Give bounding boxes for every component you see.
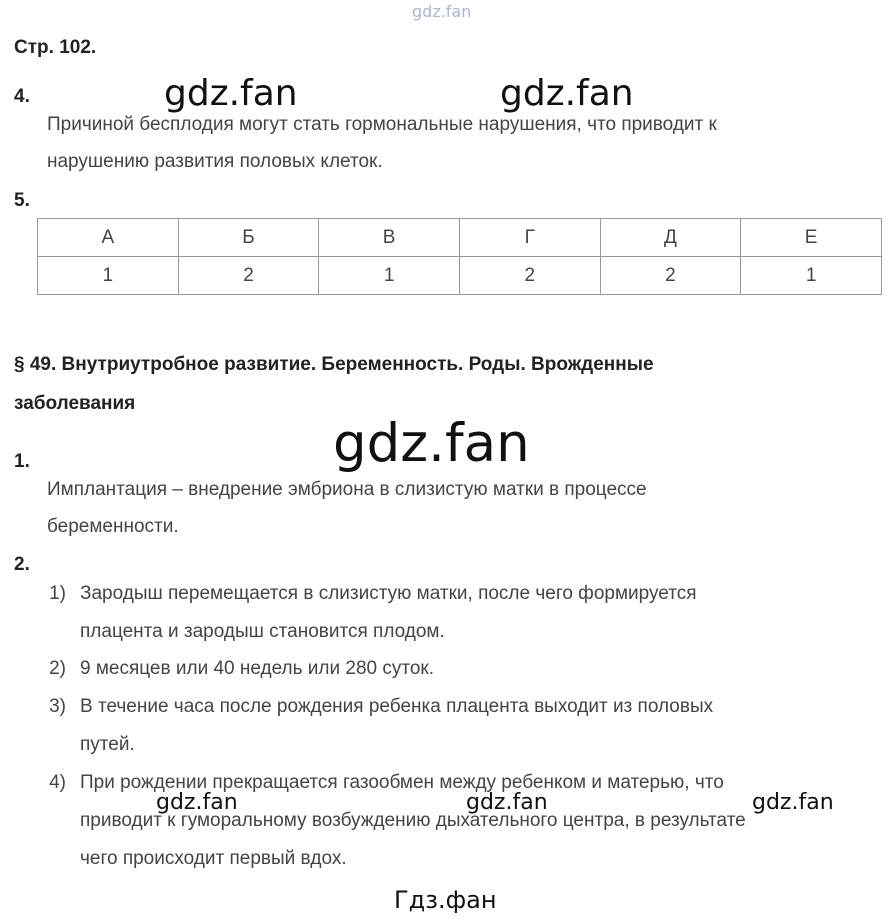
watermark-upper-left: gdz.fan — [164, 73, 298, 114]
table-header-cell: В — [319, 219, 460, 257]
list-item-2-line-1: 9 месяцев или 40 недель или 280 суток. — [80, 658, 435, 679]
list-item-4-line-3: чего происходит первый вдох. — [80, 848, 347, 869]
table-cell: 1 — [38, 257, 179, 295]
watermark-lower-left: gdz.fan — [156, 790, 238, 815]
table-cell: 2 — [459, 257, 600, 295]
list-item-4-line-2: приводит к гуморальному возбуждению дыхательного центра, в результате — [80, 810, 746, 831]
table-header-cell: А — [38, 219, 179, 257]
table-cell: 2 — [178, 257, 319, 295]
list-item-number: 2) — [49, 658, 66, 679]
question-5-number: 5. — [14, 190, 30, 211]
section-question-2-number: 2. — [14, 554, 30, 575]
table-cell: 2 — [600, 257, 741, 295]
list-item-4-line-1: При рождении прекращается газообмен между ребенком и матерью, что — [80, 772, 724, 793]
table-cell: 1 — [319, 257, 460, 295]
list-item-3-line-1: В течение часа после рождения ребенка плацента выходит из половых — [80, 696, 714, 717]
watermark-footer: Гдз.фан — [394, 886, 497, 914]
section-question-1-line-1: Имплантация – внедрение эмбриона в слизистую матки в процессе — [47, 479, 647, 500]
watermark-upper-right: gdz.fan — [500, 73, 634, 114]
table-cell: 1 — [741, 257, 882, 295]
section-title-line-1: § 49. Внутриутробное развитие. Беременность. Роды. Врожденные — [14, 354, 654, 375]
list-item-1-line-2: плацента и зародыш становится плодом. — [80, 621, 445, 642]
table-header-cell: Б — [178, 219, 319, 257]
list-item-3-line-2: путей. — [80, 734, 135, 755]
question-4-number: 4. — [14, 86, 30, 107]
list-item-1-line-1: Зародыш перемещается в слизистую матки, после чего формируется — [80, 583, 697, 604]
table-row — [38, 257, 882, 295]
answer-table — [37, 218, 882, 295]
section-question-1-line-2: беременности. — [47, 516, 179, 537]
list-item-number: 3) — [49, 696, 66, 717]
section-question-1-number: 1. — [14, 451, 30, 472]
list-item-number: 1) — [49, 583, 66, 604]
section-title-line-2: заболевания — [14, 393, 136, 414]
watermark-lower-mid: gdz.fan — [466, 790, 548, 815]
question-4-line-1: Причиной бесплодия могут стать гормональные нарушения, что приводит к — [47, 114, 717, 135]
table-header-cell: Е — [741, 219, 882, 257]
watermark-top: gdz.fan — [412, 2, 472, 21]
table-header-cell: Д — [600, 219, 741, 257]
watermark-lower-right: gdz.fan — [752, 790, 834, 815]
page-reference: Стр. 102. — [14, 37, 97, 58]
question-4-line-2: нарушению развития половых клеток. — [47, 151, 383, 172]
watermark-center: gdz.fan — [333, 413, 530, 474]
table-header-row — [38, 219, 882, 257]
table-header-cell: Г — [459, 219, 600, 257]
list-item-number: 4) — [49, 772, 66, 793]
